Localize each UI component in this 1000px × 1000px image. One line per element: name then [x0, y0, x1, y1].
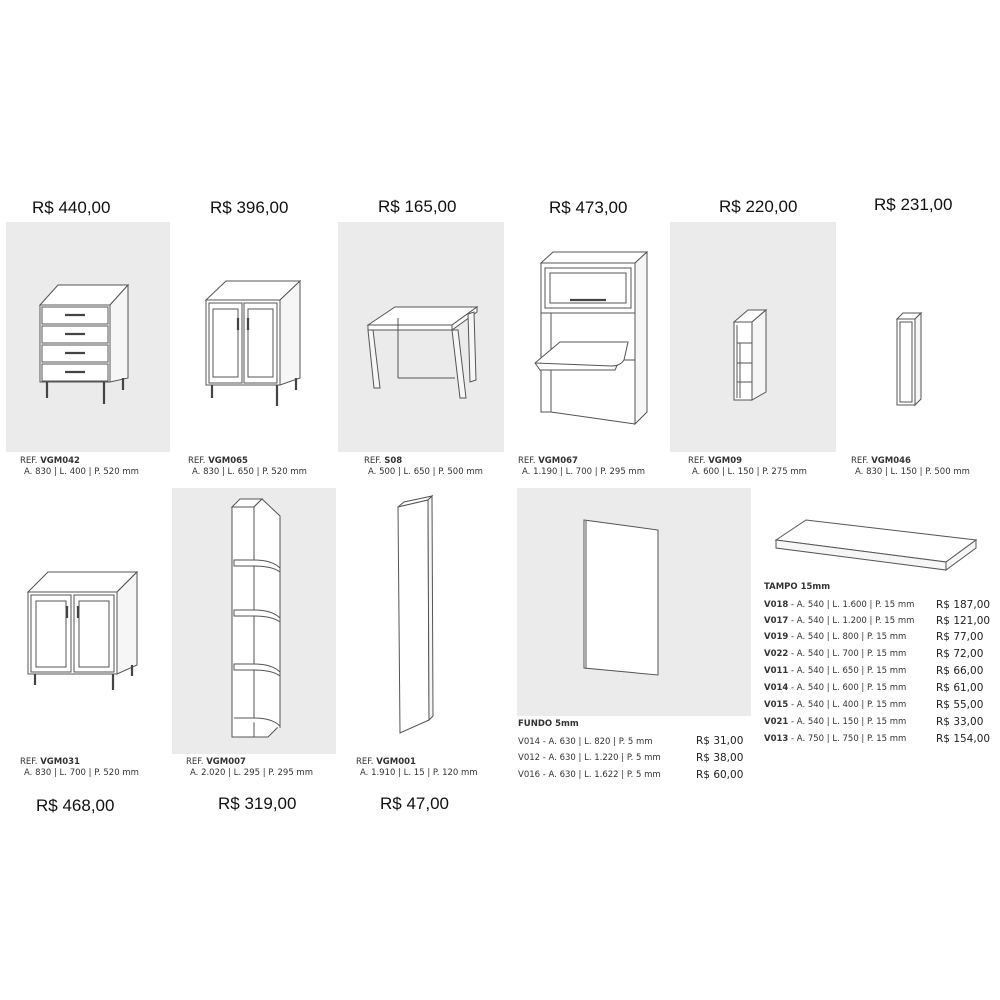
tampo-row-desc: - A. 540 | L. 700 | P. 15 mm: [788, 649, 907, 659]
tampo-row-desc: - A. 540 | L. 600 | P. 15 mm: [788, 683, 907, 693]
tampo-row-code: V011: [764, 666, 789, 676]
ref-dimensions: A. 830 | L. 700 | P. 520 mm: [24, 768, 139, 778]
tampo-row-price: R$ 33,00: [936, 716, 984, 728]
tampo-row-code: V015: [764, 700, 789, 710]
tampo-row-code: V018: [764, 600, 789, 610]
ref-code: VGM067: [538, 456, 578, 466]
tampo-row: [764, 666, 906, 676]
ref-dimensions: A. 2.020 | L. 295 | P. 295 mm: [190, 768, 313, 778]
ref-vgm007: [186, 757, 313, 779]
tampo-row-desc: - A. 540 | L. 800 | P. 15 mm: [788, 632, 907, 642]
ref-dimensions: A. 500 | L. 650 | P. 500 mm: [368, 467, 483, 477]
tampo-row-desc: - A. 750 | L. 750 | P. 15 mm: [788, 734, 907, 744]
ref-code: VGM042: [40, 456, 80, 466]
tampo-row-price: R$ 61,00: [936, 682, 984, 694]
tampo-row-price: R$ 187,00: [936, 599, 991, 611]
fundo-heading: FUNDO 5mm: [518, 719, 579, 729]
tampo-row-code: V022: [764, 649, 789, 659]
tampo-row: [764, 632, 906, 642]
tampo-row-code: V014: [764, 683, 789, 693]
ref-prefix: REF.: [356, 757, 374, 767]
ref-dimensions: A. 1.190 | L. 700 | P. 295 mm: [522, 467, 645, 477]
tampo-heading: TAMPO 15mm: [764, 582, 831, 592]
price-s08: R$ 165,00: [378, 197, 457, 216]
fundo-row-price: R$ 38,00: [696, 752, 744, 764]
fundo-row-desc: - A. 630 | L. 1.220 | P. 5 mm: [540, 753, 661, 763]
ref-dimensions: A. 830 | L. 400 | P. 520 mm: [24, 467, 139, 477]
tampo-row-code: V017: [764, 616, 789, 626]
fundo-row-desc: - A. 630 | L. 1.622 | P. 5 mm: [540, 770, 661, 780]
ref-prefix: REF.: [20, 456, 38, 466]
tampo-row-code: V021: [764, 717, 789, 727]
ref-prefix: REF.: [20, 757, 38, 767]
tampo-row-price: R$ 66,00: [936, 665, 984, 677]
price-vgm031: R$ 468,00: [36, 796, 115, 815]
price-vgm042: R$ 440,00: [32, 198, 111, 217]
fundo-row-desc: - A. 630 | L. 820 | P. 5 mm: [540, 737, 653, 747]
ref-code: VGM001: [376, 757, 416, 767]
ref-dimensions: A. 600 | L. 150 | P. 275 mm: [692, 467, 807, 477]
ref-dimensions: A. 830 | L. 650 | P. 520 mm: [192, 467, 307, 477]
tampo-row-desc: - A. 540 | L. 150 | P. 15 mm: [788, 717, 907, 727]
ref-dimensions: A. 1.910 | L. 15 | P. 120 mm: [360, 768, 478, 778]
ref-prefix: REF.: [851, 456, 869, 466]
tampo-row: [764, 600, 914, 610]
fundo-row-price: R$ 60,00: [696, 769, 744, 781]
tampo-row: [764, 616, 914, 626]
ref-prefix: REF.: [364, 456, 382, 466]
tampo-row-price: R$ 55,00: [936, 699, 984, 711]
fundo-row-code: V016: [518, 770, 541, 780]
tampo-row-desc: - A. 540 | L. 400 | P. 15 mm: [788, 700, 907, 710]
ref-vgm031: [20, 757, 139, 779]
tampo-row-desc: - A. 540 | L. 1.600 | P. 15 mm: [788, 600, 915, 610]
tampo-row-code: V013: [764, 734, 789, 744]
tampo-row-code: V019: [764, 632, 789, 642]
tampo-row-price: R$ 77,00: [936, 631, 984, 643]
tampo-row-desc: - A. 540 | L. 1.200 | P. 15 mm: [788, 616, 915, 626]
ref-prefix: REF.: [186, 757, 204, 767]
ref-code: VGM046: [871, 456, 911, 466]
fundo-row-price: R$ 31,00: [696, 735, 744, 747]
fundo-row-code: V014: [518, 737, 541, 747]
price-vgm046: R$ 231,00: [874, 195, 953, 214]
tampo-row: [764, 717, 906, 727]
ref-code: VGM031: [40, 757, 80, 767]
ref-code: VGM065: [208, 456, 248, 466]
ref-code: VGM007: [206, 757, 246, 767]
price-vgm09: R$ 220,00: [719, 197, 798, 216]
ref-prefix: REF.: [688, 456, 706, 466]
fundo-row: [518, 737, 653, 747]
price-vgm001: R$ 47,00: [380, 794, 449, 813]
tampo-row: [764, 734, 906, 744]
fundo-row-code: V012: [518, 753, 541, 763]
tampo-row: [764, 700, 906, 710]
price-vgm067: R$ 473,00: [549, 198, 628, 217]
ref-vgm001: [356, 757, 478, 779]
tampo-row-desc: - A. 540 | L. 650 | P. 15 mm: [788, 666, 907, 676]
tampo-row: [764, 683, 906, 693]
fundo-row: [518, 753, 661, 763]
tampo-row-price: R$ 154,00: [936, 733, 991, 745]
tampo-row: [764, 649, 906, 659]
fundo-row: [518, 770, 661, 780]
tampo-row-price: R$ 72,00: [936, 648, 984, 660]
price-vgm065: R$ 396,00: [210, 198, 289, 217]
ref-prefix: REF.: [518, 456, 536, 466]
price-vgm007: R$ 319,00: [218, 794, 297, 813]
tampo-row-price: R$ 121,00: [936, 615, 991, 627]
ref-code: VGM09: [708, 456, 743, 466]
ref-code: S08: [384, 456, 403, 466]
ref-prefix: REF.: [188, 456, 206, 466]
ref-dimensions: A. 830 | L. 150 | P. 500 mm: [855, 467, 970, 477]
